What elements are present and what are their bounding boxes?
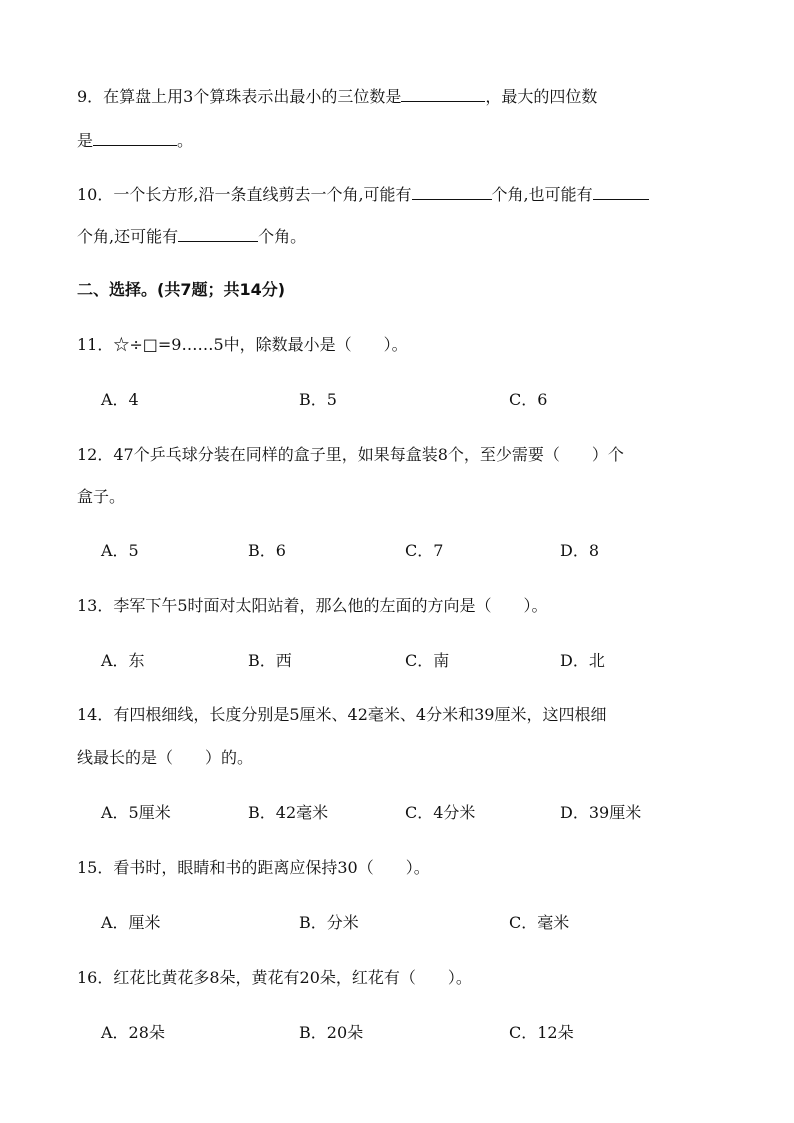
question-10-text-a: 10．一个长方形,沿一条直线剪去一个角,可能有	[77, 185, 412, 204]
question-9-line-2	[77, 131, 193, 151]
question-16-stem: 16．红花比黄花多8朵，黄花有20朵，红花有（ ）。	[77, 968, 472, 987]
question-14-stem-line-2: 线最长的是（ ）的。	[77, 748, 254, 767]
option-a[interactable]: A．5	[101, 541, 139, 560]
option-d[interactable]: D．北	[560, 651, 605, 670]
question-9-line-1	[77, 87, 597, 107]
option-a[interactable]: A．4	[101, 390, 139, 409]
question-9-text-c: 是	[77, 131, 94, 150]
option-b[interactable]: B．20朵	[299, 1023, 364, 1042]
option-a[interactable]: A．厘米	[101, 913, 161, 932]
option-d[interactable]: D．8	[560, 541, 600, 560]
question-10-text-c: 个角,还可能有	[77, 227, 179, 246]
option-a[interactable]: A．28朵	[101, 1023, 165, 1042]
answer-blank[interactable]	[593, 185, 649, 200]
option-c[interactable]: C．12朵	[509, 1023, 574, 1042]
option-c[interactable]: C．4分米	[405, 803, 476, 822]
answer-blank[interactable]	[93, 131, 177, 146]
question-10-line-1	[77, 185, 649, 205]
question-15-stem: 15．看书时，眼睛和书的距离应保持30（ ）。	[77, 858, 430, 877]
answer-blank[interactable]	[412, 185, 492, 200]
option-b[interactable]: B．分米	[299, 913, 359, 932]
question-9-text-b: ，最大的四位数	[485, 87, 598, 106]
option-c[interactable]: C．7	[405, 541, 444, 560]
answer-blank[interactable]	[401, 87, 485, 102]
option-c[interactable]: C．南	[405, 651, 450, 670]
answer-blank[interactable]	[178, 227, 258, 242]
option-a[interactable]: A．东	[101, 651, 145, 670]
question-10-line-2	[77, 227, 306, 247]
option-b[interactable]: B．西	[248, 651, 292, 670]
option-c[interactable]: C．毫米	[509, 913, 570, 932]
option-a[interactable]: A．5厘米	[101, 803, 171, 822]
question-14-stem-line-1: 14．有四根细线，长度分别是5厘米、42毫米、4分米和39厘米，这四根细	[77, 705, 607, 724]
question-12-stem-line-2: 盒子。	[77, 487, 126, 506]
option-d[interactable]: D．39厘米	[560, 803, 642, 822]
option-b[interactable]: B．5	[299, 390, 337, 409]
question-12-stem-line-1: 12．47个乒乓球分装在同样的盒子里，如果每盒装8个，至少需要（ ）个	[77, 445, 624, 464]
question-9-text-a: 9．在算盘上用3个算珠表示出最小的三位数是	[77, 87, 402, 106]
question-10-text-d: 个角。	[258, 227, 307, 246]
question-13-stem: 13．李军下午5时面对太阳站着，那么他的左面的方向是（ ）。	[77, 596, 548, 615]
option-b[interactable]: B．42毫米	[248, 803, 329, 822]
question-11-stem: 11．☆÷□=9……5中，除数最小是（ ）。	[77, 335, 408, 354]
option-b[interactable]: B．6	[248, 541, 286, 560]
option-c[interactable]: C．6	[509, 390, 548, 409]
section-heading: 二、选择。(共7题；共14分)	[77, 280, 286, 299]
question-10-text-b: 个角,也可能有	[491, 185, 593, 204]
question-9-text-d: 。	[177, 131, 194, 150]
